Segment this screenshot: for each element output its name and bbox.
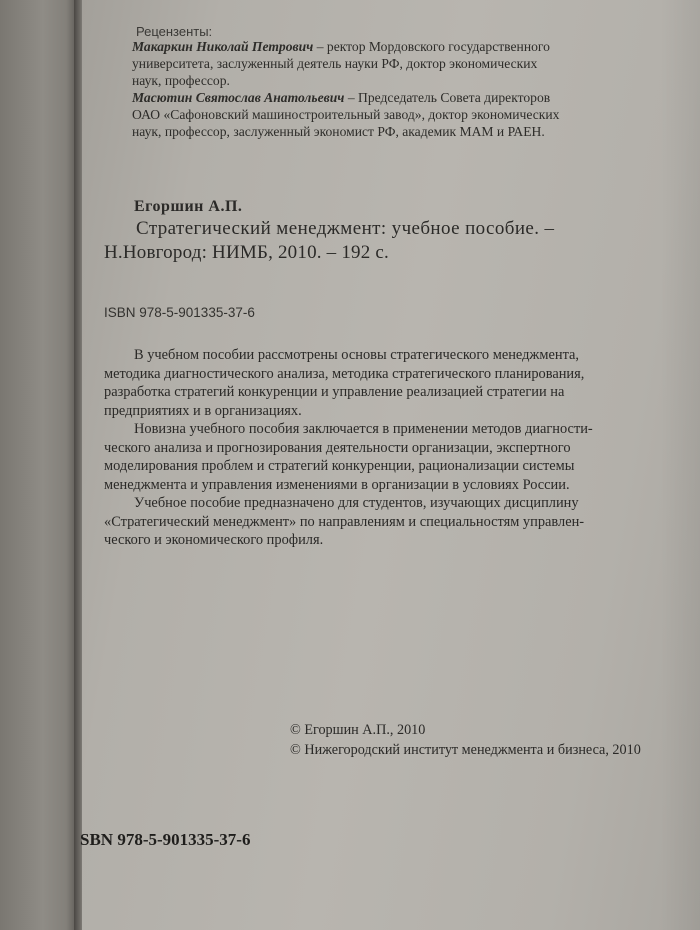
reviewers-heading: Рецензенты:: [136, 24, 213, 39]
abstract-line: В учебном пособии рассмотрены основы стратегического менеджмента,: [134, 347, 580, 363]
abstract: [104, 346, 593, 550]
abstract-line: менеджмента и управления изменениями в организации в условиях России.: [104, 476, 570, 493]
reviewer-text: ОАО «Сафоновский машиностроительный завод», доктор экономических: [132, 107, 560, 122]
reviewer-line: [132, 55, 652, 72]
reviewers-list: [132, 38, 652, 140]
author-name: Егоршин А.П.: [134, 198, 243, 215]
abstract-line: моделирования проблем и стратегий конкуренции, рационализации системы: [104, 458, 575, 474]
abstract-line: методика диагностического анализа, методика стратегического планирования,: [104, 365, 585, 382]
citation-line: Н.Новгород: НИМБ, 2010. – 192 с.: [104, 242, 389, 263]
abstract-line: Новизна учебного пособия заключается в применении методов диагности-: [134, 421, 593, 437]
bibliographic-citation: [104, 217, 554, 265]
abstract-line: предприятиях и в организациях.: [104, 402, 302, 419]
isbn-top: ISBN 978-5-901335-37-6: [104, 305, 255, 320]
reviewer-name: Макаркин Николай Петрович: [132, 39, 314, 54]
reviewer-line: [132, 106, 652, 123]
copyright-line: © Нижегородский институт менеджмента и бизнеса, 2010: [290, 742, 641, 758]
previous-page-edge: [0, 0, 78, 930]
reviewer-text: наук, профессор, заслуженный экономист РФ, академик МАМ и РАЕН.: [132, 124, 545, 139]
abstract-line: разработка стратегий конкуренции и управление реализацией стратегии на: [104, 384, 565, 400]
reviewer-line: [132, 72, 652, 89]
reviewer-line: [132, 89, 652, 106]
abstract-line: ческого и экономического профиля.: [104, 532, 324, 548]
reviewer-text: – ректор Мордовского государственного: [313, 39, 550, 54]
page-shadow: [660, 0, 700, 930]
abstract-line: «Стратегический менеджмент» по направлениям и специальностям управлен-: [104, 513, 585, 530]
reviewer-text: наук, профессор.: [132, 73, 230, 88]
reviewer-text: – Председатель Совета директоров: [344, 90, 551, 105]
abstract-line: Учебное пособие предназначено для студентов, изучающих дисциплину: [134, 495, 579, 511]
reviewer-line: [132, 123, 652, 140]
copyright-line: © Егоршин А.П., 2010: [290, 722, 426, 738]
reviewer-name: Масютин Святослав Анатольевич: [132, 90, 345, 105]
reviewer-line: [132, 38, 652, 55]
copyright-block: [290, 720, 641, 760]
citation-line: Стратегический менеджмент: учебное пособие. –: [136, 218, 555, 239]
reviewer-text: университета, заслуженный деятель науки РФ, доктор экономических: [132, 56, 538, 71]
abstract-line: ческого анализа и прогнозирования деятельности организации, экспертного: [104, 439, 571, 456]
isbn-bottom: SBN 978-5-901335-37-6: [80, 830, 251, 849]
